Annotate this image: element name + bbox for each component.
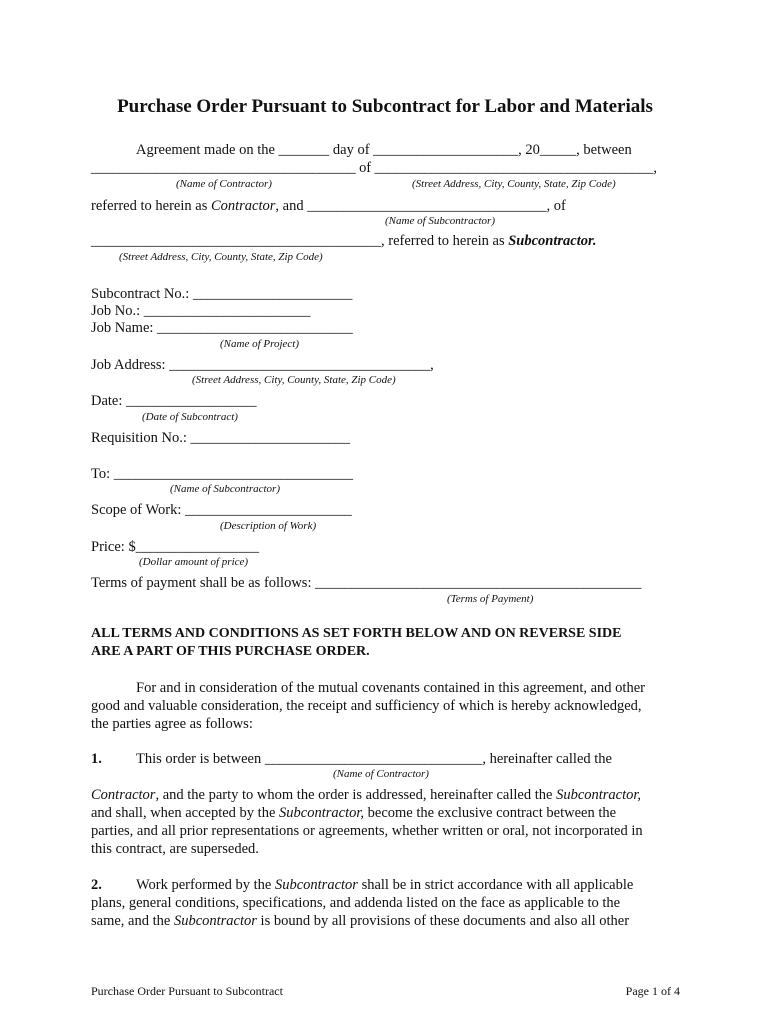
- caption-to: (Name of Subcontractor): [170, 483, 280, 495]
- caption-terms: (Terms of Payment): [447, 593, 534, 605]
- document-title: Purchase Order Pursuant to Subcontract for Labor and Materials: [117, 96, 653, 117]
- section-1-line-1: This order is between ______________________________, hereinafter called the: [136, 751, 612, 767]
- section-2-line-3: [91, 914, 629, 929]
- job-name-field: Job Name: ___________________________: [91, 320, 353, 336]
- section-1-line-3-a: and shall, when accepted by the: [91, 805, 280, 821]
- agreement-contractor-term: Contractor: [210, 198, 276, 214]
- agreement-line-4: [91, 234, 596, 249]
- caption-subcontractor-address: (Street Address, City, County, State, Zip Code): [119, 251, 323, 263]
- section-2-line-3-c: is bound by all provisions of these documents and also all other: [256, 913, 630, 929]
- intro-line-1: For and in consideration of the mutual covenants contained in this agreement, and other: [136, 680, 645, 696]
- notice-line-1: ALL TERMS AND CONDITIONS AS SET FORTH BELOW AND ON REVERSE SIDE: [91, 626, 622, 641]
- agreement-line-3-suffix: , and _________________________________, of: [275, 198, 566, 214]
- job-address-field: Job Address: ____________________________________,: [91, 357, 434, 373]
- caption-contractor-name: (Name of Contractor): [176, 178, 272, 190]
- agreement-line-3: [91, 199, 566, 214]
- section-2-line-1-subcontractor: Subcontractor: [274, 877, 358, 893]
- section-1-line-2: [91, 788, 641, 803]
- agreement-subcontractor-term: Subcontractor.: [508, 233, 597, 249]
- section-2-line-3-a: same, and the: [91, 913, 174, 929]
- date-field: Date: __________________: [91, 393, 257, 409]
- caption-date: (Date of Subcontract): [142, 411, 238, 423]
- caption-subcontractor-name: (Name of Subcontractor): [385, 215, 495, 227]
- section-1-number: 1.: [91, 751, 102, 767]
- section-1-line-5: this contract, are superseded.: [91, 841, 259, 857]
- footer-document-name: Purchase Order Pursuant to Subcontract: [91, 984, 283, 998]
- intro-line-2: good and valuable consideration, the receipt and sufficiency of which is hereby acknowledged,: [91, 698, 642, 714]
- section-1-line-2-text: , and the party to whom the order is addressed, hereinafter called the: [155, 787, 557, 803]
- caption-scope: (Description of Work): [220, 520, 317, 532]
- agreement-line-2: _____________________________________ of _______________________________________,: [91, 160, 657, 176]
- section-1-contractor-term: Contractor: [91, 787, 156, 803]
- section-2-line-1: [136, 878, 633, 893]
- caption-job-name: (Name of Project): [220, 338, 300, 350]
- section-1-line-3-subcontractor: Subcontractor,: [279, 805, 365, 821]
- section-1-line-4: parties, and all prior representations or agreements, whether written or oral, not incorporated in: [91, 823, 643, 839]
- section-1-line-3: [91, 806, 616, 821]
- requisition-no-field: Requisition No.: ______________________: [91, 430, 350, 446]
- caption-job-address: (Street Address, City, County, State, Zip Code): [192, 374, 396, 386]
- scope-of-work-field: Scope of Work: _______________________: [91, 502, 352, 518]
- notice-line-2: ARE A PART OF THIS PURCHASE ORDER.: [91, 644, 370, 659]
- section-2-line-3-subcontractor: Subcontractor: [173, 913, 257, 929]
- agreement-line-1: Agreement made on the _______ day of ____________________, 20_____, between: [136, 142, 632, 158]
- price-field: Price: $_________________: [91, 539, 259, 555]
- agreement-line-4-prefix: ________________________________________, referred to herein as: [91, 233, 509, 249]
- caption-price: (Dollar amount of price): [139, 556, 249, 568]
- job-no-field: Job No.: _______________________: [91, 303, 311, 319]
- section-2-line-1-c: shall be in strict accordance with all applicable: [357, 877, 634, 893]
- caption-section-1-contractor: (Name of Contractor): [333, 768, 429, 780]
- to-field: To: _________________________________: [91, 466, 353, 482]
- section-2-line-1-a: Work performed by the: [136, 877, 275, 893]
- caption-contractor-address: (Street Address, City, County, State, Zip Code): [412, 178, 616, 190]
- intro-line-3: the parties agree as follows:: [91, 716, 253, 732]
- terms-of-payment-field: Terms of payment shall be as follows: _____________________________________________: [91, 575, 642, 591]
- section-1-subcontractor-term: Subcontractor,: [556, 787, 642, 803]
- section-2-number: 2.: [91, 877, 102, 893]
- section-1-line-3-c: become the exclusive contract between the: [364, 805, 617, 821]
- subcontract-no-field: Subcontract No.: ______________________: [91, 286, 353, 302]
- section-2-line-2: plans, general conditions, specifications, and addenda listed on the face as applicable to the: [91, 895, 621, 911]
- agreement-line-3-prefix: referred to herein as: [91, 198, 211, 214]
- footer-page-number: Page 1 of 4: [625, 984, 680, 998]
